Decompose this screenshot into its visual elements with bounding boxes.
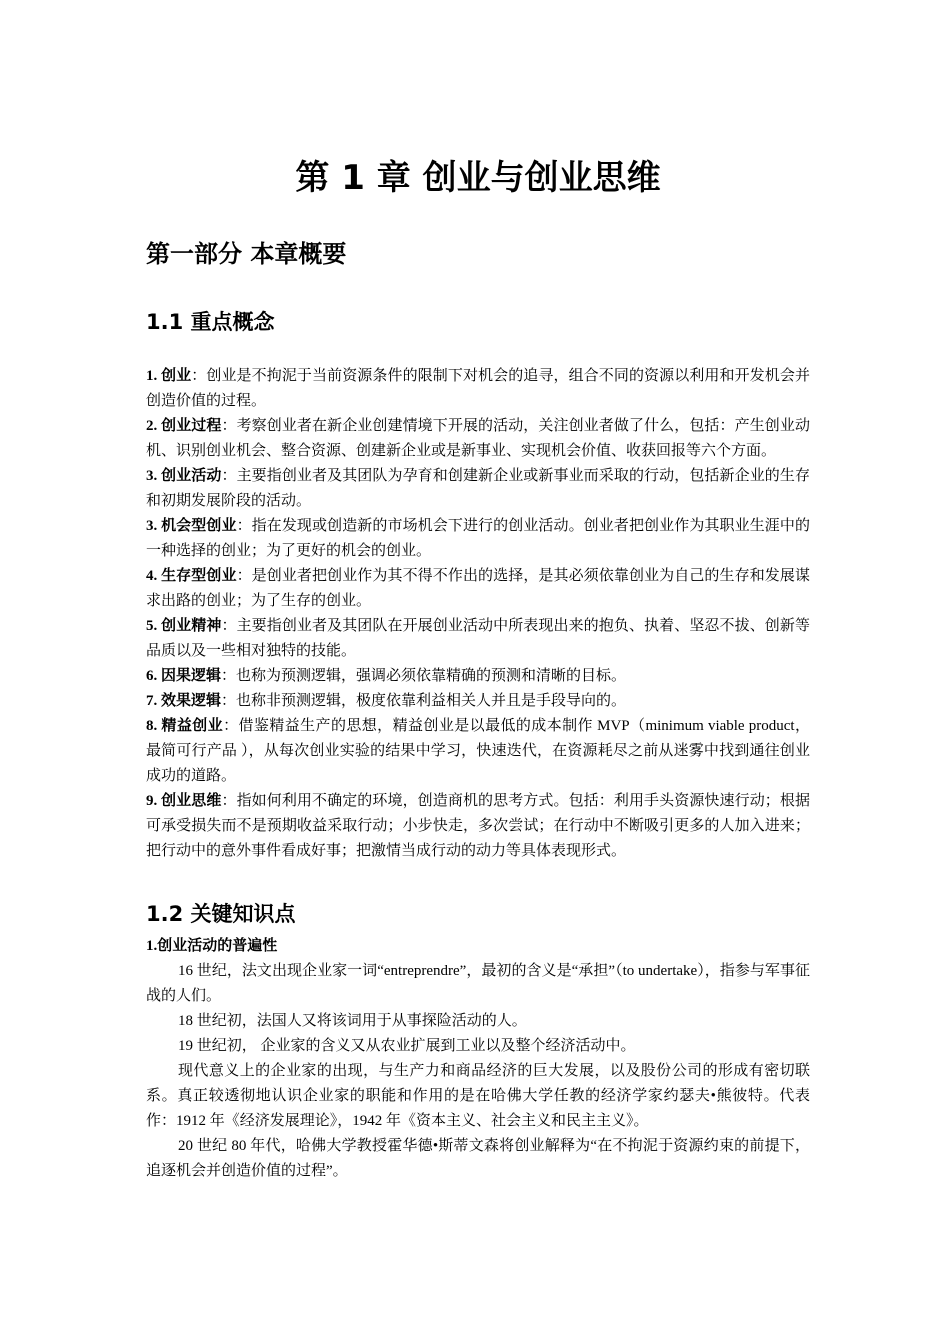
definition-item [146, 564, 810, 614]
subsection-heading: 1.创业活动的普遍性 [146, 938, 278, 954]
definition-separator: ： [221, 418, 237, 434]
definition-text: 指如何利用不确定的环境，创造商机的思考方式。包括：利用手头资源快速行动；根据可承受损失而不是预期收益采取行动；小步快走，多次尝试；在行动中不断吸引更多的人加入进来；把行动中的意外事件看成好事；把激情当成行动的动力等具体表现形式。 [146, 793, 810, 859]
definition-separator: ： [191, 368, 207, 384]
definition-list [146, 364, 810, 864]
body-paragraph: 19 世纪初， 企业家的含义又从农业扩展到工业以及整个经济活动中。 [178, 1038, 636, 1054]
definition-term: 9. 创业思维 [146, 793, 222, 809]
definition-text: 是创业者把创业作为其不得不作出的选择，是其必须依靠创业为自己的生存和发展谋求出路的创业；为了生存的创业。 [146, 568, 810, 609]
body-paragraph: 18 世纪初，法国人又将该词用于从事探险活动的人。 [178, 1013, 527, 1029]
definition-text: 指在发现或创造新的市场机会下进行的创业活动。创业者把创业作为其职业生涯中的一种选择的创业；为了更好的机会的创业。 [146, 518, 810, 559]
definition-separator: ： [221, 793, 237, 809]
definition-text: 也称非预测逻辑，极度依靠利益相关人并且是手段导向的。 [236, 693, 627, 709]
body-paragraph: 现代意义上的企业家的出现，与生产力和商品经济的巨大发展，以及股份公司的形成有密切联系。真正较透彻地认识企业家的职能和作用的是在哈佛大学任教的经济学家约瑟夫•熊彼特。代表作：1912 年《经济发展理论》，1942 年《资本主义、社会主义和民主主义》。 [146, 1063, 810, 1129]
definition-term: 5. 创业精神 [146, 618, 222, 634]
definition-text: 借鉴精益生产的思想，精益创业是以最低的成本制作 MVP（minimum viable product，最简可行产品 ），从每次创业实验的结果中学习，快速迭代，在资源耗尽之前从迷雾中找到通往创业成功的道路。 [146, 718, 810, 784]
definition-term: 3. 创业活动 [146, 468, 222, 484]
definition-separator: ： [221, 618, 237, 634]
definition-term: 6. 因果逻辑 [146, 668, 222, 684]
definition-text: 也称为预测逻辑，强调必须依靠精确的预测和清晰的目标。 [236, 668, 627, 684]
definition-item [146, 364, 810, 414]
definition-item [146, 614, 810, 664]
definition-item [146, 714, 810, 789]
definition-item [146, 414, 810, 464]
definition-separator: ： [221, 668, 237, 684]
definition-term: 3. 机会型创业 [146, 518, 237, 534]
definition-item [146, 514, 810, 564]
definition-term: 8. 精益创业 [146, 718, 224, 734]
chapter-title: 第 1 章 创业与创业思维 [295, 158, 661, 198]
definition-separator: ： [236, 518, 252, 534]
definition-text: 主要指创业者及其团队为孕育和创建新企业或新事业而采取的行动，包括新企业的生存和初期发展阶段的活动。 [146, 468, 810, 509]
definition-separator: ： [221, 693, 237, 709]
body-paragraph: 16 世纪，法文出现企业家一词“entreprendre”，最初的含义是“承担”（to undertake），指参与军事征战的人们。 [146, 963, 810, 1004]
definition-term: 1. 创业 [146, 368, 192, 384]
definition-text: 考察创业者在新企业创建情境下开展的活动，关注创业者做了什么，包括：产生创业动机、识别创业机会、整合资源、创建新企业或是新事业、实现机会价值、收获回报等六个方面。 [146, 418, 810, 459]
definition-item [146, 689, 810, 714]
definition-term: 2. 创业过程 [146, 418, 222, 434]
definition-item [146, 664, 810, 689]
part-title: 第一部分 本章概要 [146, 240, 347, 268]
section-title-key-knowledge: 1.2 关键知识点 [146, 902, 296, 926]
definition-item [146, 464, 810, 514]
definition-term: 7. 效果逻辑 [146, 693, 222, 709]
definition-separator: ： [223, 718, 239, 734]
body-paragraph: 20 世纪 80 年代，哈佛大学教授霍华德•斯蒂文森将创业解释为“在不拘泥于资源约束的前提下，追逐机会并创造价值的过程”。 [146, 1138, 810, 1179]
definition-separator: ： [236, 568, 252, 584]
definition-text: 主要指创业者及其团队在开展创业活动中所表现出来的抱负、执着、坚忍不拔、创新等品质以及一些相对独特的技能。 [146, 618, 810, 659]
definition-text: 创业是不拘泥于当前资源条件的限制下对机会的追寻，组合不同的资源以利用和开发机会并创造价值的过程。 [146, 368, 810, 409]
definition-separator: ： [221, 468, 237, 484]
page-content [146, 150, 810, 1184]
section-title-key-concepts: 1.1 重点概念 [146, 310, 275, 334]
definition-term: 4. 生存型创业 [146, 568, 237, 584]
definition-item [146, 789, 810, 864]
